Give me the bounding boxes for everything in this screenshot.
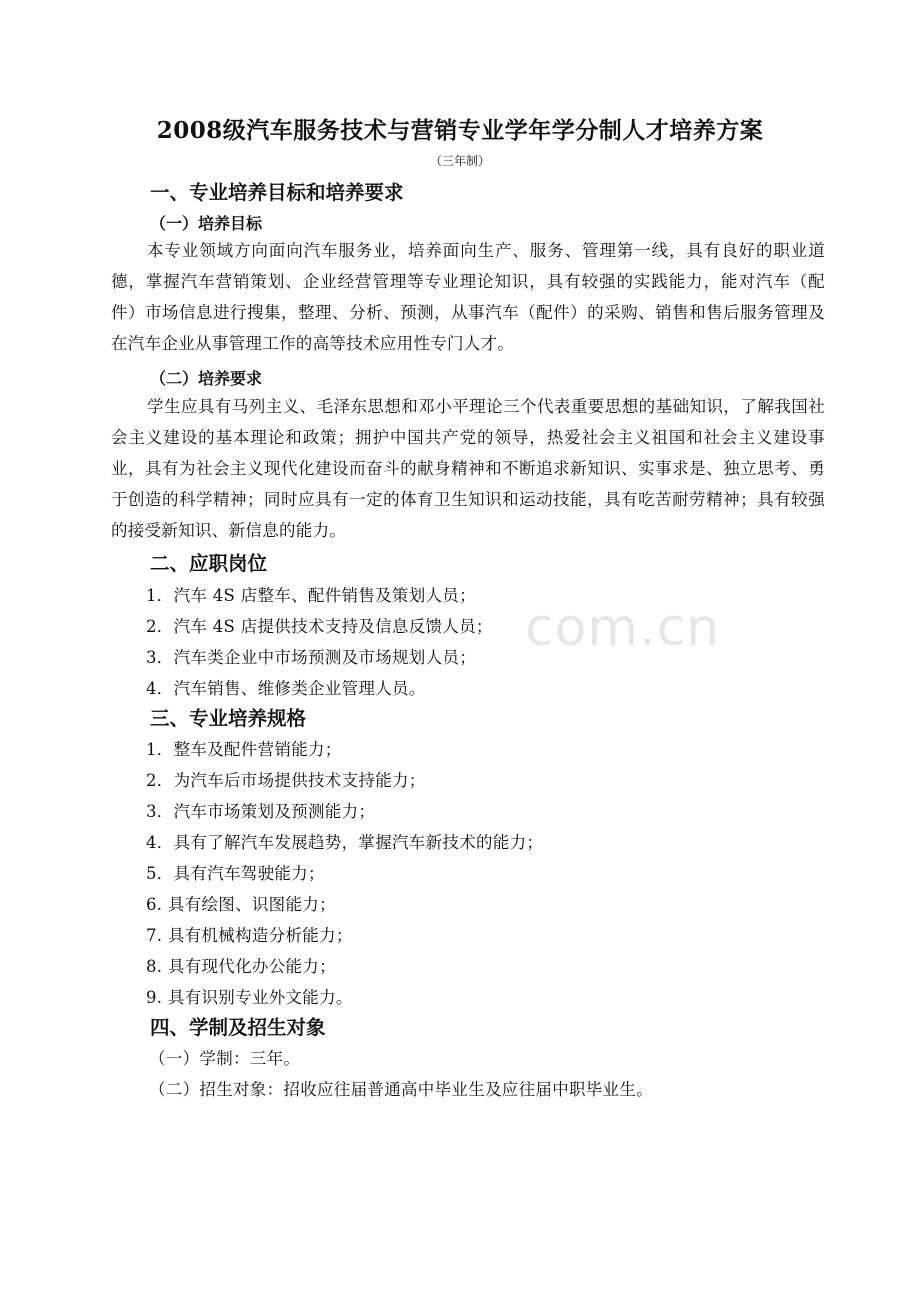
list-item: 2．汽车 4S 店提供技术支持及信息反馈人员； [146, 617, 493, 636]
list-item: 4．具有了解汽车发展趋势，掌握汽车新技术的能力； [146, 833, 544, 852]
list-item: 2．为汽车后市场提供技术支持能力； [146, 771, 426, 790]
list-item: 7. 具有机械构造分析能力； [146, 926, 353, 945]
paragraph-training-requirements: 学生应具有马列主义、毛泽东思想和邓小平理论三个代表重要思想的基础知识，了解我国社会主义建设的基本理论和政策；拥护中国共产党的领导，热爱社会主义祖国和社会主义建设事业，具有为社会主义现代化建设而奋斗的献身精神和不断追求新知识、实事求是、独立思考、勇于创造的科学精神；同时应具有一定的体育卫生知识和运动技能，具有吃苦耐劳精神；具有较强的接受新知识、新信息的能力。 [111, 397, 825, 540]
list-item: （一）学制：三年。 [149, 1049, 301, 1068]
watermark: com.cn [525, 598, 721, 658]
section-heading-3: 三、专业培养规格 [150, 707, 307, 730]
section-heading-1: 一、专业培养目标和培养要求 [150, 181, 404, 204]
list-item: 3．汽车类企业中市场预测及市场规划人员； [146, 648, 476, 667]
document-subtitle: （三年制） [429, 154, 490, 168]
list-item: 1．整车及配件营销能力； [146, 740, 342, 759]
list-item: 4．汽车销售、维修类企业管理人员。 [146, 679, 426, 698]
list-item: 6. 具有绘图、识图能力； [146, 895, 336, 914]
list-item: （二）招生对象：招收应往届普通高中毕业生及应往届中职毕业生。 [149, 1080, 653, 1099]
list-item: 3．汽车市场策划及预测能力； [146, 802, 376, 821]
document-title: 2008级汽车服务技术与营销专业学年学分制人才培养方案 [156, 117, 764, 144]
paragraph-training-goal: 本专业领域方向面向汽车服务业，培养面向生产、服务、管理第一线，具有良好的职业道德，掌握汽车营销策划、企业经营管理等专业理论知识，具有较强的实践能力，能对汽车（配件）市场信息进行搜集，整理、分析、预测，从事汽车（配件）的采购、销售和售后服务管理及在汽车企业从事管理工作的高等技术应用性专门人才。 [111, 241, 825, 353]
list-item: 9. 具有识别专业外文能力。 [146, 988, 353, 1007]
subsection-heading-training-requirements: （二）培养要求 [150, 369, 263, 388]
list-item: 1．汽车 4S 店整车、配件销售及策划人员； [146, 586, 476, 605]
section-heading-2: 二、应职岗位 [150, 552, 268, 575]
list-item: 5．具有汽车驾驶能力； [146, 864, 325, 883]
subsection-heading-training-goal: （一）培养目标 [150, 214, 263, 233]
list-item: 8. 具有现代化办公能力； [146, 957, 336, 976]
section-heading-4: 四、学制及招生对象 [150, 1016, 326, 1039]
